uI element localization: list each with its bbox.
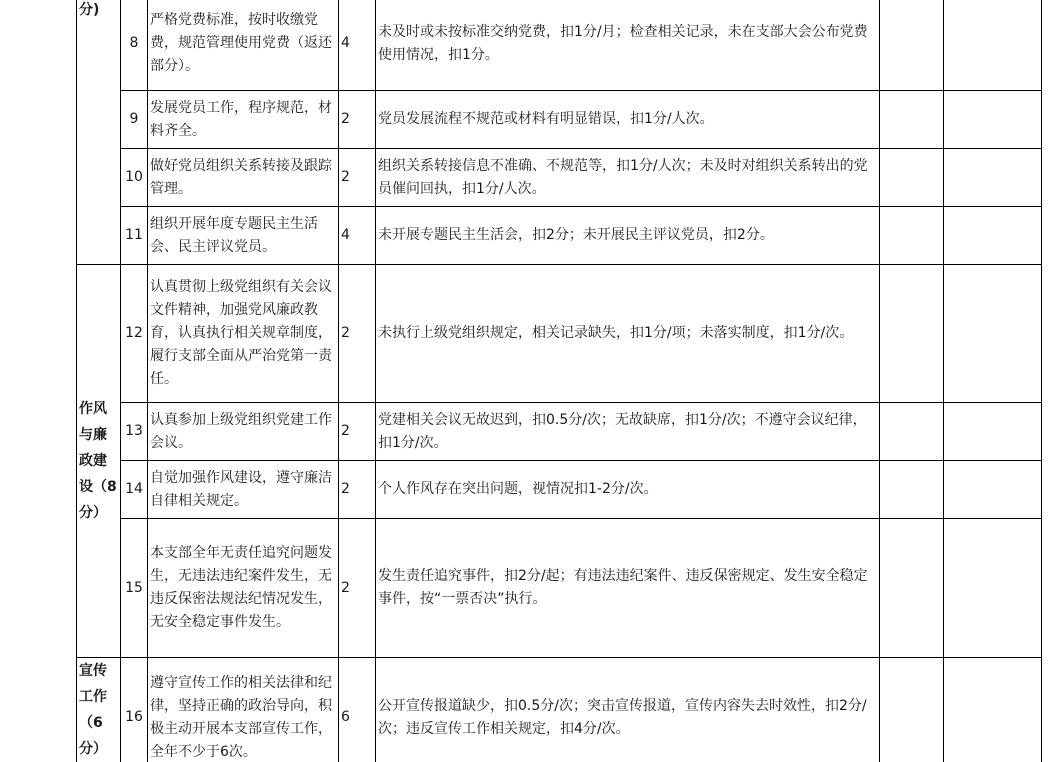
standard-cell: 党员发展流程不规范或材料有明显错误，扣1分/人次。 [376, 91, 880, 149]
item-number: 10 [121, 149, 148, 207]
requirement-cell: 本支部全年无责任追究问题发生，无违法违纪案件发生，无违反保密法规法纪情况发生，无安全稳定事件发生。 [148, 519, 339, 658]
item-number: 13 [121, 403, 148, 461]
requirement-cell: 遵守宣传工作的相关法律和纪律，坚持正确的政治导向，积极主动开展本支部宣传工作，全年不少于6次。 [148, 658, 339, 762]
standard-cell: 未及时或未按标准交纳党费，扣1分/月；检查相关记录，未在支部大会公布党费使用情况，扣1分。 [376, 0, 880, 91]
table-row [77, 207, 1042, 265]
points-cell: 2 [339, 403, 376, 461]
remark-cell [944, 519, 1042, 658]
remark-cell [944, 461, 1042, 519]
remark-cell [944, 403, 1042, 461]
points-cell: 4 [339, 0, 376, 91]
standard-cell: 组织关系转接信息不准确、不规范等，扣1分/人次；未及时对组织关系转出的党员催问回执，扣1分/人次。 [376, 149, 880, 207]
category-cell: 宣传工作（6分） [77, 658, 121, 762]
item-number: 9 [121, 91, 148, 149]
table-row [77, 658, 1042, 762]
requirement-cell: 发展党员工作，程序规范，材料齐全。 [148, 91, 339, 149]
points-cell: 6 [339, 658, 376, 762]
table-row [77, 403, 1042, 461]
table-row [77, 149, 1042, 207]
score-cell [880, 461, 944, 519]
requirement-cell: 组织开展年度专题民主生活会、民主评议党员。 [148, 207, 339, 265]
score-cell [880, 265, 944, 403]
requirement-cell: 认真贯彻上级党组织有关会议文件精神，加强党风廉政教育，认真执行相关规章制度，履行支部全面从严治党第一责任。 [148, 265, 339, 403]
points-cell: 2 [339, 149, 376, 207]
score-cell [880, 207, 944, 265]
table-row [77, 519, 1042, 658]
standard-cell: 未开展专题民主生活会，扣2分；未开展民主评议党员，扣2分。 [376, 207, 880, 265]
score-cell [880, 403, 944, 461]
item-number: 8 [121, 0, 148, 91]
requirement-cell: 认真参加上级党组织党建工作会议。 [148, 403, 339, 461]
points-cell: 2 [339, 461, 376, 519]
table-row [77, 461, 1042, 519]
points-cell: 4 [339, 207, 376, 265]
standard-cell: 党建相关会议无故迟到，扣0.5分/次；无故缺席，扣1分/次；不遵守会议纪律，扣1分/次。 [376, 403, 880, 461]
remark-cell [944, 149, 1042, 207]
score-cell [880, 91, 944, 149]
score-cell [880, 149, 944, 207]
item-number: 11 [121, 207, 148, 265]
category-cell: 分) [77, 0, 121, 265]
requirement-cell: 做好党员组织关系转接及跟踪管理。 [148, 149, 339, 207]
score-cell [880, 519, 944, 658]
standard-cell: 个人作风存在突出问题，视情况扣1-2分/次。 [376, 461, 880, 519]
score-cell [880, 0, 944, 91]
item-number: 16 [121, 658, 148, 762]
standard-cell: 公开宣传报道缺少，扣0.5分/次；突击宣传报道，宣传内容失去时效性，扣2分/次；违反宣传工作相关规定，扣4分/次。 [376, 658, 880, 762]
category-cell: 作风与廉政建设（8分） [77, 265, 121, 658]
points-cell: 2 [339, 265, 376, 403]
item-number: 14 [121, 461, 148, 519]
table-row [77, 0, 1042, 91]
remark-cell [944, 91, 1042, 149]
requirement-cell: 自觉加强作风建设，遵守廉洁自律相关规定。 [148, 461, 339, 519]
remark-cell [944, 0, 1042, 91]
standard-cell: 发生责任追究事件，扣2分/起；有违法违纪案件、违反保密规定、发生安全稳定事件，按“一票否决”执行。 [376, 519, 880, 658]
remark-cell [944, 265, 1042, 403]
requirement-cell: 严格党费标准，按时收缴党费，规范管理使用党费（返还部分）。 [148, 0, 339, 91]
points-cell: 2 [339, 91, 376, 149]
standard-cell: 未执行上级党组织规定，相关记录缺失，扣1分/项；未落实制度，扣1分/次。 [376, 265, 880, 403]
points-cell: 2 [339, 519, 376, 658]
scoring-table [76, 0, 1042, 762]
item-number: 15 [121, 519, 148, 658]
table-row [77, 265, 1042, 403]
score-cell [880, 658, 944, 762]
remark-cell [944, 658, 1042, 762]
remark-cell [944, 207, 1042, 265]
page-right-margin [1043, 0, 1051, 762]
table-row [77, 91, 1042, 149]
item-number: 12 [121, 265, 148, 403]
